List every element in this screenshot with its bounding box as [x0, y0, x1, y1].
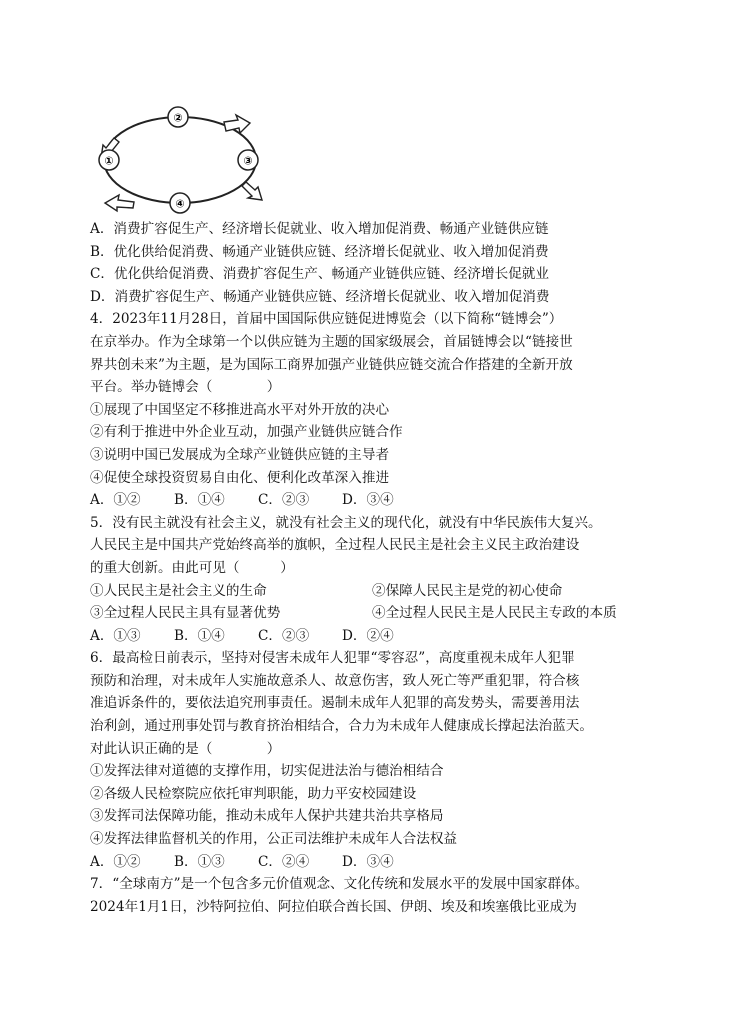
q6-stem-line: 6．最高检日前表示，坚持对侵害未成年人犯罪“零容忍”，高度重视未成年人犯罪	[90, 650, 575, 667]
q4-option-d: D．③④	[342, 492, 394, 509]
arrow-icon	[242, 182, 262, 200]
question-6	[90, 647, 690, 873]
node-1	[99, 150, 119, 170]
q6-stem-line: 对此认识正确的是（ ）	[90, 740, 281, 757]
q4-option-a: A．①②	[90, 492, 141, 509]
node-2	[168, 107, 188, 127]
q5-stem-line: 5．没有民主就没有社会主义，就没有社会主义的现代化，就没有中华民族伟大复兴。	[90, 514, 602, 531]
q6-item: ④发挥法律监督机关的作用，公正司法维护未成年人合法权益	[90, 831, 458, 848]
q3-options	[90, 218, 690, 308]
q3-option-a: A．消费扩容促生产、经济增长促就业、收入增加促消费、畅通产业链供应链	[90, 221, 549, 237]
q5-item: ①人民民主是社会主义的生命	[90, 582, 267, 599]
q4-option-c: C．②③	[258, 492, 310, 509]
q7-stem-line: 7．“全球南方”是一个包含多元价值观念、文化传统和发展水平的发展中国家群体。	[90, 876, 589, 893]
q6-item: ③发挥司法保障功能，推动未成年人保护共建共治共享格局	[90, 808, 444, 825]
q5-items-row	[90, 580, 690, 603]
q6-item: ①发挥法律对道德的支撑作用，切实促进法治与德治相结合	[90, 763, 444, 780]
node-4	[170, 193, 190, 213]
q4-option-b: B．①④	[174, 492, 225, 509]
q5-item: ④全过程人民民主是人民民主专政的本质	[372, 605, 617, 622]
arrow-icon	[105, 195, 134, 211]
q5-option-b: B．①④	[174, 627, 225, 644]
q6-item: ②各级人民检察院应依托审判职能，助力平安校园建设	[90, 785, 417, 802]
q6-option-a: A．①②	[90, 853, 141, 870]
q3-option-c: C．优化供给促消费、消费扩容促生产、畅通产业链供应链、经济增长促就业	[90, 266, 549, 283]
q4-item: ④促使全球投资贸易自由化、便利化改革深入推进	[90, 469, 390, 486]
q4-stem-line: 界共创未来”为主题，是为国际工商界加强产业链供应链交流合作搭建的全新开放	[90, 356, 573, 373]
q5-option-c: C．②③	[258, 627, 310, 644]
q5-stem-line: 人民民主是中国共产党始终高举的旗帜，全过程人民民主是社会主义民主政治建设	[90, 537, 580, 554]
q3-option-b: B．优化供给促消费、畅通产业链供应链、经济增长促就业、收入增加促消费	[90, 243, 549, 260]
node-1-label: ①	[104, 154, 114, 168]
q4-item: ③说明中国已发展成为全球产业链供应链的主导者	[90, 446, 390, 463]
question-content	[90, 218, 690, 918]
q6-option-d: D．③④	[342, 853, 394, 870]
q5-item: ③全过程人民民主具有显著优势	[90, 605, 281, 622]
q4-stem-line: 在京举办。作为全球第一个以供应链为主题的国家级展会，首届链博会以“链接世	[90, 333, 573, 350]
question-7	[90, 873, 690, 918]
q6-stem-line: 准追诉条件的，要依法追究刑事责任。遏制未成年人犯罪的高发势头，需要善用法	[90, 695, 580, 712]
q6-stem-line: 预防和治理，对未成年人实施故意杀人、故意伤害，致人死亡等严重犯罪，符合核	[90, 672, 580, 689]
q7-stem-line: 2024年1月1日，沙特阿拉伯、阿拉伯联合酋长国、伊朗、埃及和埃塞俄比亚成为	[90, 898, 577, 915]
arrow-icon	[224, 115, 250, 133]
q6-stem-line: 治利剑，通过刑事处罚与教育挤治相结合，合力为未成年人健康成长撑起法治蓝天。	[90, 718, 593, 735]
q5-option-a: A．①③	[90, 627, 141, 644]
node-2-label: ②	[173, 111, 183, 125]
q4-item: ②有利于推进中外企业互动，加强产业链供应链合作	[90, 424, 403, 441]
q4-options	[90, 489, 690, 512]
node-3-label: ③	[243, 154, 253, 168]
node-4-label: ④	[175, 197, 185, 211]
q4-stem-line: 4．2023年11月28日，首届中国国际供应链促进博览会（以下简称“链博会”）	[90, 311, 563, 328]
question-5	[90, 512, 690, 648]
q5-stem-line: 的重大创新。由此可见（ ）	[90, 559, 294, 576]
q4-item: ①展现了中国坚定不移推进高水平对外开放的决心	[90, 401, 390, 418]
q6-options	[90, 851, 690, 874]
question-4	[90, 308, 690, 511]
q6-option-c: C．②④	[258, 853, 310, 870]
q5-option-d: D．②④	[342, 627, 394, 644]
q4-stem-line: 平台。举办链博会（ ）	[90, 379, 281, 396]
cycle-diagram	[92, 102, 272, 220]
q5-item: ②保障人民民主是党的初心使命	[372, 582, 563, 599]
q6-option-b: B．①③	[174, 853, 225, 870]
q5-options	[90, 625, 690, 648]
q5-items-row	[90, 602, 690, 625]
node-3	[238, 150, 258, 170]
q3-option-d: D．消费扩容促生产、畅通产业链供应链、经济增长促就业、收入增加促消费	[90, 288, 550, 305]
